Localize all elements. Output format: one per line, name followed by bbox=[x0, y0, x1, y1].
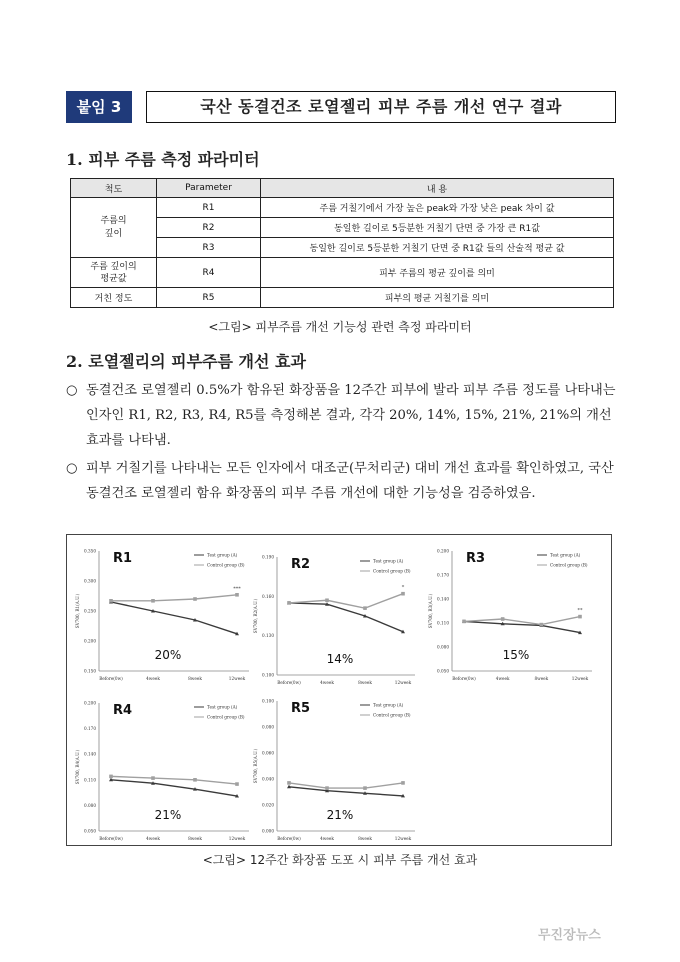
series-line bbox=[289, 594, 403, 608]
table-row bbox=[71, 258, 614, 288]
legend-label: Test group (A) bbox=[550, 552, 581, 558]
x-tick-label: Before(0w) bbox=[277, 680, 301, 685]
data-point bbox=[109, 775, 113, 779]
x-tick-label: 4week bbox=[146, 836, 160, 841]
y-tick-label: 0.190 bbox=[262, 554, 274, 560]
y-tick-label: 0.150 bbox=[84, 668, 96, 674]
data-point bbox=[462, 620, 466, 624]
x-tick-label: 8week bbox=[188, 676, 202, 681]
x-tick-label: 4week bbox=[320, 836, 334, 841]
table-group-cell: 주름의 깊이 bbox=[71, 198, 157, 258]
improvement-label: 21% bbox=[154, 808, 182, 822]
y-tick-label: 0.040 bbox=[262, 776, 274, 782]
data-point bbox=[193, 597, 197, 601]
bullet-item bbox=[66, 456, 626, 506]
y-tick-label: 0.080 bbox=[84, 802, 96, 808]
y-axis-label: SV700, R1(A.U.) bbox=[75, 593, 80, 629]
y-tick-label: 0.110 bbox=[437, 620, 449, 626]
table-group-cell: 거친 정도 bbox=[71, 288, 157, 308]
x-tick-label: 12week bbox=[394, 836, 412, 841]
series-line bbox=[111, 776, 237, 784]
x-tick-label: 4week bbox=[146, 676, 160, 681]
y-tick-label: 0.020 bbox=[262, 802, 274, 808]
legend-label: Test group (A) bbox=[373, 702, 404, 708]
legend-label: Control group (B) bbox=[373, 712, 411, 718]
section1-heading: 1. 피부 주름 측정 파라미터 bbox=[66, 150, 260, 169]
data-point bbox=[578, 615, 582, 619]
y-tick-label: 0.140 bbox=[84, 751, 96, 757]
series-line bbox=[111, 595, 237, 601]
table-param-cell: R1 bbox=[157, 198, 261, 218]
improvement-label: 15% bbox=[502, 648, 530, 662]
y-tick-label: 0.050 bbox=[437, 668, 449, 674]
page-header bbox=[66, 91, 616, 123]
x-tick-label: 8week bbox=[534, 676, 549, 681]
legend-label: Control group (B) bbox=[550, 562, 588, 568]
chart-r1 bbox=[75, 549, 249, 682]
table-header-row bbox=[71, 179, 614, 198]
table-content-cell: 주름 거칠기에서 가장 높은 peak와 가장 낮은 peak 차이 값 bbox=[261, 198, 614, 218]
data-point bbox=[193, 778, 197, 782]
chart-title: R4 bbox=[113, 703, 133, 718]
table-content-cell: 동일한 길이로 5등분한 거칠기 단면 중 R1값 들의 산술적 평균 값 bbox=[261, 238, 614, 258]
x-tick-label: 8week bbox=[188, 836, 202, 841]
table-group-cell: 주름 깊이의 평균값 bbox=[71, 258, 157, 288]
series-line bbox=[111, 602, 237, 634]
data-point bbox=[540, 623, 544, 627]
y-tick-label: 0.300 bbox=[84, 578, 96, 584]
table-header-cell: 내 용 bbox=[261, 179, 614, 198]
chart-caption: <그림> 12주간 화장품 도포 시 피부 주름 개선 효과 bbox=[202, 853, 478, 867]
chart-r3 bbox=[428, 549, 592, 682]
chart-r5 bbox=[253, 699, 415, 842]
legend-label: Test group (A) bbox=[207, 552, 238, 558]
y-tick-label: 0.060 bbox=[262, 750, 274, 756]
y-tick-label: 0.000 bbox=[262, 828, 274, 834]
y-tick-label: 0.130 bbox=[262, 633, 274, 639]
y-tick-label: 0.170 bbox=[84, 726, 96, 732]
x-tick-label: 12week bbox=[394, 680, 412, 685]
chart-title: R1 bbox=[113, 551, 133, 566]
chart-title: R5 bbox=[291, 701, 311, 716]
y-tick-label: 0.200 bbox=[84, 638, 96, 644]
data-point bbox=[325, 598, 329, 602]
y-axis-label: SV700, R2(A.U.) bbox=[253, 598, 258, 634]
y-axis-label: SV700, R4(A.U.) bbox=[75, 749, 80, 785]
table-header-cell: Parameter bbox=[157, 179, 261, 198]
data-point bbox=[325, 786, 329, 790]
y-tick-label: 0.200 bbox=[437, 548, 449, 554]
x-tick-label: 8week bbox=[358, 680, 372, 685]
bullet-text: 피부 거칠기를 나타내는 모든 인자에서 대조군(무처리군) 대비 개선 효과를 확인하였고, 국산 동결건조 로열젤리 함유 화장품의 피부 주름 개선에 대한 기능성을 검증하였음. bbox=[86, 461, 614, 501]
x-tick-label: 4week bbox=[320, 680, 334, 685]
watermark-logo: 무진장뉴스 bbox=[538, 928, 601, 943]
x-tick-label: Before(0w) bbox=[99, 676, 123, 681]
table-param-cell: R3 bbox=[157, 238, 261, 258]
data-point bbox=[151, 599, 155, 603]
y-tick-label: 0.350 bbox=[84, 548, 96, 554]
charts-panel bbox=[66, 534, 612, 846]
significance-mark: *** bbox=[233, 585, 241, 592]
x-tick-label: Before(0w) bbox=[277, 836, 301, 841]
attachment-badge: 붙임 3 bbox=[66, 91, 132, 123]
y-tick-label: 0.110 bbox=[84, 777, 96, 783]
data-point bbox=[235, 593, 239, 597]
data-point bbox=[287, 781, 291, 785]
bullet-item bbox=[66, 378, 626, 453]
significance-mark: ** bbox=[577, 607, 583, 614]
legend-label: Test group (A) bbox=[373, 558, 404, 564]
charts-svg bbox=[67, 535, 613, 847]
table-param-cell: R5 bbox=[157, 288, 261, 308]
y-tick-label: 0.100 bbox=[262, 672, 274, 678]
chart-r4 bbox=[75, 701, 249, 842]
x-tick-label: 12week bbox=[571, 676, 589, 681]
y-tick-label: 0.100 bbox=[262, 698, 274, 704]
table-row bbox=[71, 288, 614, 308]
improvement-label: 14% bbox=[326, 652, 354, 666]
data-point bbox=[151, 776, 155, 780]
bullet-marker: ○ bbox=[66, 461, 78, 476]
table-param-cell: R4 bbox=[157, 258, 261, 288]
improvement-label: 20% bbox=[154, 648, 182, 662]
y-axis-label: SV700, R5(A.U.) bbox=[253, 748, 258, 784]
parameter-table bbox=[70, 178, 614, 308]
section2-heading: 2. 로열젤리의 피부주름 개선 효과 bbox=[66, 352, 306, 371]
table-content-cell: 피부 주름의 평균 깊이를 의미 bbox=[261, 258, 614, 288]
x-tick-label: 12week bbox=[228, 676, 246, 681]
bullet-marker: ○ bbox=[66, 383, 78, 398]
x-tick-label: 4week bbox=[495, 676, 510, 681]
significance-mark: * bbox=[401, 584, 405, 591]
x-tick-label: 8week bbox=[358, 836, 372, 841]
data-point bbox=[363, 786, 367, 790]
data-point bbox=[235, 782, 239, 786]
improvement-label: 21% bbox=[326, 808, 354, 822]
table-caption: <그림> 피부주름 개선 기능성 관련 측정 파라미터 bbox=[208, 320, 472, 334]
table-content-cell: 동일한 길이로 5등분한 거칠기 단면 중 가장 큰 R1값 bbox=[261, 218, 614, 238]
data-point bbox=[401, 781, 405, 785]
x-tick-label: Before(0w) bbox=[452, 676, 476, 681]
series-line bbox=[464, 621, 580, 632]
chart-title: R2 bbox=[291, 557, 311, 572]
legend-label: Test group (A) bbox=[207, 704, 238, 710]
x-tick-label: Before(0w) bbox=[99, 836, 123, 841]
y-axis-label: SV700, R3(A.U.) bbox=[428, 593, 433, 629]
y-tick-label: 0.050 bbox=[84, 828, 96, 834]
chart-title: R3 bbox=[466, 551, 486, 566]
data-point bbox=[287, 601, 291, 605]
y-tick-label: 0.080 bbox=[437, 644, 449, 650]
table-header-cell: 척도 bbox=[71, 179, 157, 198]
y-tick-label: 0.250 bbox=[84, 608, 96, 614]
y-tick-label: 0.080 bbox=[262, 724, 274, 730]
bullet-text: 동결건조 로열젤리 0.5%가 함유된 화장품을 12주간 피부에 발라 피부 주름 정도를 나타내는 인자인 R1, R2, R3, R4, R5를 측정해본 결과, 각각 20%, 14%, 15%, 21%, 21%의 개선 효과를 나타냄. bbox=[86, 383, 616, 448]
table-param-cell: R2 bbox=[157, 218, 261, 238]
legend-label: Control group (B) bbox=[207, 562, 245, 568]
data-point bbox=[401, 592, 405, 596]
table-row bbox=[71, 198, 614, 218]
legend-label: Control group (B) bbox=[207, 714, 245, 720]
series-line bbox=[289, 783, 403, 788]
table-content-cell: 피부의 평균 거칠기를 의미 bbox=[261, 288, 614, 308]
y-tick-label: 0.200 bbox=[84, 700, 96, 706]
y-tick-label: 0.170 bbox=[437, 572, 449, 578]
x-tick-label: 12week bbox=[228, 836, 246, 841]
data-point bbox=[363, 606, 367, 610]
data-point bbox=[109, 599, 113, 603]
legend-label: Control group (B) bbox=[373, 568, 411, 574]
series-line bbox=[464, 617, 580, 625]
chart-r2 bbox=[253, 555, 415, 686]
y-tick-label: 0.160 bbox=[262, 593, 274, 599]
page-title: 국산 동결건조 로열젤리 피부 주름 개선 연구 결과 bbox=[146, 91, 616, 123]
series-line bbox=[289, 603, 403, 632]
y-tick-label: 0.140 bbox=[437, 596, 449, 602]
data-point bbox=[501, 617, 505, 621]
